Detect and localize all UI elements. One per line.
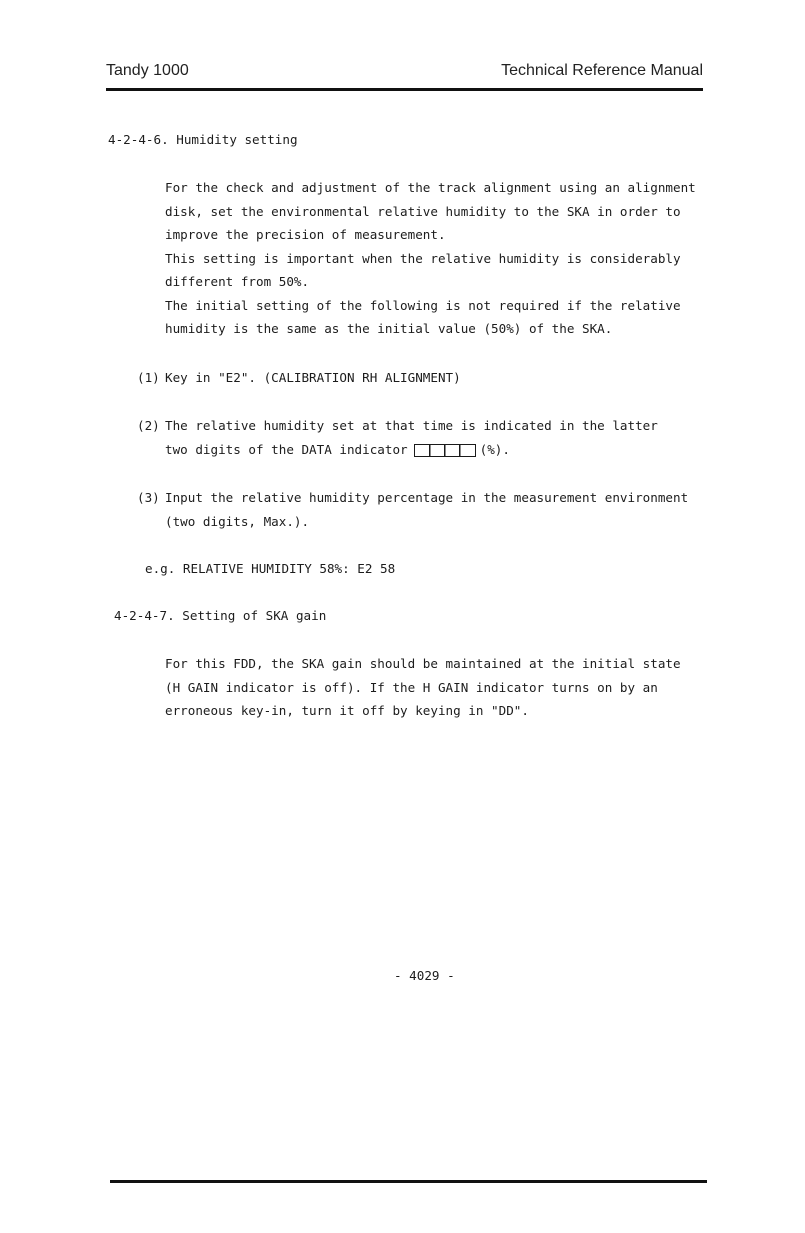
paragraph-line: improve the precision of measurement. — [165, 227, 446, 242]
ska-gain-paragraph — [165, 652, 681, 723]
header-rule — [106, 88, 703, 91]
step-line — [165, 438, 658, 462]
step-line-fragment: two digits of the DATA indicator — [165, 441, 408, 457]
header-title: Tandy 1000 — [106, 62, 189, 79]
step-number: (3) — [137, 490, 160, 505]
paragraph-line: disk, set the environmental relative humidity to the SKA in order to — [165, 203, 681, 219]
step-line: (two digits, Max.). — [165, 513, 310, 529]
paragraph-line: For the check and adjustment of the track alignment using an alignment — [165, 180, 696, 195]
paragraph-line: humidity is the same as the initial value (50%) of the SKA. — [165, 321, 613, 336]
footer-rule — [110, 1180, 707, 1183]
step-3-text — [165, 486, 688, 533]
section-heading-ska-gain: 4-2-4-7. Setting of SKA gain — [114, 608, 327, 623]
header-subtitle: Technical Reference Manual — [501, 62, 703, 79]
data-indicator-boxes-icon — [414, 444, 476, 457]
paragraph-line: The initial setting of the following is not required if the relative — [165, 297, 681, 313]
step-2-text — [165, 414, 658, 461]
step-number: (1) — [137, 370, 160, 385]
paragraph-line: This setting is important when the relative humidity is considerably — [165, 250, 681, 266]
step-line-fragment: (%). — [479, 441, 510, 457]
step-number: (2) — [137, 418, 160, 433]
paragraph-line: different from 50%. — [165, 274, 310, 289]
humidity-paragraph — [165, 176, 696, 341]
example-line: e.g. RELATIVE HUMIDITY 58%: E2 58 — [145, 561, 396, 576]
step-line: Key in "E2". (CALIBRATION RH ALIGNMENT) — [165, 370, 461, 385]
paragraph-line: (H GAIN indicator is off). If the H GAIN indicator turns on by an — [165, 679, 658, 695]
step-1-text — [165, 366, 461, 390]
step-line: The relative humidity set at that time is indicated in the latter — [165, 418, 658, 433]
paragraph-line: erroneous key-in, turn it off by keying in "DD". — [165, 703, 529, 718]
section-heading-humidity: 4-2-4-6. Humidity setting — [108, 132, 298, 147]
page-number: - 4029 - — [394, 968, 455, 983]
paragraph-line: For this FDD, the SKA gain should be maintained at the initial state — [165, 656, 681, 671]
step-line: Input the relative humidity percentage in the measurement environment — [165, 490, 689, 505]
